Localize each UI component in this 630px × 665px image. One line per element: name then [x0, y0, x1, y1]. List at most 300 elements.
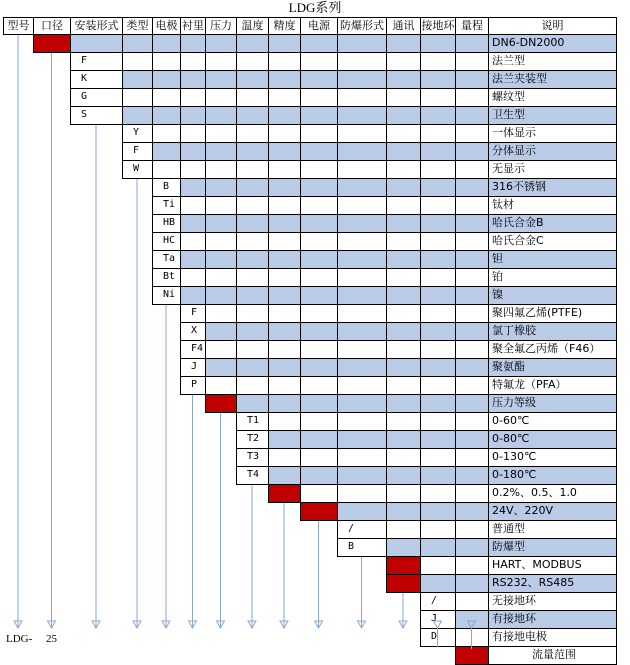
grid-cell: [236, 142, 269, 161]
grid-cell: [455, 520, 489, 539]
grid-cell: [337, 250, 387, 269]
code-cell: Ti: [152, 196, 181, 215]
grid-cell: [420, 520, 456, 539]
grid-cell: [205, 142, 237, 161]
grid-cell: [236, 196, 269, 215]
grid-cell: [337, 322, 387, 341]
grid-cell: [300, 34, 338, 53]
grid-cell: [420, 106, 456, 125]
grid-cell: [300, 232, 338, 251]
grid-cell: [420, 358, 456, 377]
grid-cell: [420, 340, 456, 359]
column-header: 说明: [488, 17, 617, 35]
arrow-head-icon: [358, 621, 366, 628]
column-header: 衬里: [180, 17, 206, 35]
column-header: 量程: [455, 17, 489, 35]
grid-cell: [236, 70, 269, 89]
grid-cell: [455, 340, 489, 359]
description-cell: 0.2%、0.5、1.0: [488, 484, 617, 503]
grid-cell: [455, 430, 489, 449]
grid-cell: [386, 358, 421, 377]
grid-cell: [455, 106, 489, 125]
description-cell: 聚全氟乙丙烯（F46）: [488, 340, 617, 359]
grid-cell: [300, 250, 338, 269]
grid-cell: [236, 52, 269, 71]
grid-cell: [236, 88, 269, 107]
grid-cell: [386, 430, 421, 449]
code-cell: F: [70, 52, 123, 71]
grid-cell: [180, 286, 206, 305]
grid-cell: [420, 502, 456, 521]
grid-cell: [300, 394, 338, 413]
grid-cell: [300, 88, 338, 107]
grid-cell: [268, 232, 301, 251]
grid-cell: [386, 286, 421, 305]
grid-cell: [205, 160, 237, 179]
arrow-head-icon: [315, 621, 323, 628]
description-cell: 聚四氟乙烯(PTFE): [488, 304, 617, 323]
grid-cell: [420, 52, 456, 71]
code-cell: K: [70, 70, 123, 89]
grid-cell: [180, 106, 206, 125]
column-header: 口径: [33, 17, 71, 35]
column-header: 接地环: [420, 17, 456, 35]
grid-cell: [268, 340, 301, 359]
grid-cell: [122, 52, 153, 71]
grid-cell: [152, 142, 181, 161]
code-cell: [386, 574, 421, 593]
grid-cell: [300, 430, 338, 449]
grid-cell: [152, 34, 181, 53]
grid-cell: [455, 214, 489, 233]
description-cell: 卫生型: [488, 106, 617, 125]
grid-cell: [300, 52, 338, 71]
grid-cell: [205, 286, 237, 305]
arrow-head-icon: [162, 621, 170, 628]
grid-cell: [205, 340, 237, 359]
description-cell: 哈氏合金C: [488, 232, 617, 251]
grid-cell: [337, 178, 387, 197]
grid-cell: [180, 214, 206, 233]
grid-cell: [337, 214, 387, 233]
grid-cell: [337, 502, 387, 521]
grid-cell: [420, 484, 456, 503]
grid-cell: [122, 70, 153, 89]
description-cell: 一体显示: [488, 124, 617, 143]
grid-cell: [386, 34, 421, 53]
grid-cell: [455, 88, 489, 107]
grid-cell: [420, 286, 456, 305]
grid-cell: [152, 88, 181, 107]
grid-cell: [386, 70, 421, 89]
grid-cell: [268, 142, 301, 161]
grid-cell: [455, 466, 489, 485]
page-title: LDG系列: [288, 0, 342, 15]
grid-cell: [455, 70, 489, 89]
grid-cell: [180, 250, 206, 269]
grid-cell: [268, 394, 301, 413]
grid-cell: [300, 340, 338, 359]
code-cell: B: [152, 178, 181, 197]
grid-cell: [420, 556, 456, 575]
grid-cell: [300, 214, 338, 233]
grid-cell: [420, 178, 456, 197]
grid-cell: [455, 448, 489, 467]
grid-cell: [455, 610, 489, 629]
grid-cell: [300, 286, 338, 305]
grid-cell: [236, 160, 269, 179]
code-cell: G: [70, 88, 123, 107]
grid-cell: [300, 466, 338, 485]
grid-cell: [268, 430, 301, 449]
grid-cell: [300, 178, 338, 197]
description-cell: 法兰夹装型: [488, 70, 617, 89]
code-cell: W: [122, 160, 153, 179]
grid-cell: [386, 520, 421, 539]
grid-cell: [300, 268, 338, 287]
grid-cell: [236, 250, 269, 269]
description-cell: 316不锈钢: [488, 178, 617, 197]
grid-cell: [420, 232, 456, 251]
grid-cell: [268, 250, 301, 269]
grid-cell: [300, 106, 338, 125]
grid-cell: [386, 340, 421, 359]
code-cell: B: [337, 538, 387, 557]
grid-cell: [455, 574, 489, 593]
grid-cell: [386, 52, 421, 71]
grid-cell: [420, 430, 456, 449]
grid-cell: [386, 412, 421, 431]
grid-cell: [236, 286, 269, 305]
grid-cell: [386, 160, 421, 179]
grid-cell: [455, 124, 489, 143]
column-header: 通讯: [386, 17, 421, 35]
code-cell: Ta: [152, 250, 181, 269]
grid-cell: [386, 142, 421, 161]
description-cell: 普通型: [488, 520, 617, 539]
grid-cell: [337, 448, 387, 467]
grid-cell: [420, 322, 456, 341]
grid-cell: [122, 34, 153, 53]
grid-cell: [180, 160, 206, 179]
grid-cell: [386, 178, 421, 197]
description-cell: 氯丁橡胶: [488, 322, 617, 341]
description-cell: 压力等级: [488, 394, 617, 413]
grid-cell: [386, 376, 421, 395]
grid-cell: [268, 178, 301, 197]
arrow-head-icon: [92, 621, 100, 628]
grid-cell: [386, 538, 421, 557]
grid-cell: [337, 34, 387, 53]
grid-cell: [455, 232, 489, 251]
arrow-head-icon: [280, 621, 288, 628]
description-cell: DN6-DN2000: [488, 34, 617, 53]
column-header: 类型: [122, 17, 153, 35]
grid-cell: [386, 268, 421, 287]
code-cell: HC: [152, 232, 181, 251]
description-cell: 分体显示: [488, 142, 617, 161]
code-cell: Ni: [152, 286, 181, 305]
description-cell: 哈氏合金B: [488, 214, 617, 233]
grid-cell: [236, 268, 269, 287]
grid-cell: [337, 142, 387, 161]
arrow-head-icon: [189, 621, 197, 628]
grid-cell: [268, 70, 301, 89]
grid-cell: [268, 412, 301, 431]
grid-cell: [236, 358, 269, 377]
grid-cell: [386, 250, 421, 269]
grid-cell: [300, 376, 338, 395]
grid-cell: [337, 70, 387, 89]
grid-cell: [420, 160, 456, 179]
grid-cell: [455, 556, 489, 575]
grid-cell: [455, 250, 489, 269]
grid-cell: [236, 340, 269, 359]
code-cell: F: [180, 304, 206, 323]
grid-cell: [420, 34, 456, 53]
grid-cell: [205, 232, 237, 251]
description-cell: 无接地环: [488, 592, 617, 611]
grid-cell: [152, 124, 181, 143]
grid-cell: [268, 268, 301, 287]
code-cell: T2: [236, 430, 269, 449]
grid-cell: [455, 592, 489, 611]
grid-cell: [337, 358, 387, 377]
model-prefix-label: LDG-: [6, 633, 33, 645]
grid-cell: [300, 70, 338, 89]
description-cell: 镍: [488, 286, 617, 305]
grid-cell: [455, 196, 489, 215]
grid-cell: [300, 304, 338, 323]
grid-cell: [268, 52, 301, 71]
code-cell: [268, 484, 301, 503]
grid-cell: [386, 466, 421, 485]
grid-cell: [180, 178, 206, 197]
description-cell: RS232、RS485: [488, 574, 617, 593]
arrow-head-icon: [14, 621, 22, 628]
grid-cell: [337, 52, 387, 71]
grid-cell: [337, 484, 387, 503]
description-cell: 无显示: [488, 160, 617, 179]
grid-cell: [455, 628, 489, 647]
code-cell: [300, 502, 338, 521]
grid-cell: [455, 394, 489, 413]
description-cell: 螺纹型: [488, 88, 617, 107]
grid-cell: [386, 448, 421, 467]
grid-cell: [420, 88, 456, 107]
grid-cell: [420, 250, 456, 269]
grid-cell: [420, 304, 456, 323]
grid-cell: [420, 142, 456, 161]
grid-cell: [337, 268, 387, 287]
grid-cell: [205, 34, 237, 53]
code-cell: T4: [236, 466, 269, 485]
grid-cell: [205, 250, 237, 269]
grid-cell: [236, 106, 269, 125]
grid-cell: [455, 178, 489, 197]
grid-cell: [300, 448, 338, 467]
code-cell: F4: [180, 340, 206, 359]
grid-cell: [180, 70, 206, 89]
grid-cell: [386, 232, 421, 251]
arrow-head-icon: [399, 621, 407, 628]
grid-cell: [337, 430, 387, 449]
grid-cell: [205, 322, 237, 341]
grid-cell: [455, 538, 489, 557]
grid-cell: [268, 448, 301, 467]
grid-cell: [420, 376, 456, 395]
grid-cell: [455, 502, 489, 521]
grid-cell: [205, 304, 237, 323]
column-header: 电极: [152, 17, 181, 35]
arrow-head-icon: [48, 621, 56, 628]
grid-cell: [205, 196, 237, 215]
code-cell: Bt: [152, 268, 181, 287]
grid-cell: [268, 160, 301, 179]
grid-cell: [420, 574, 456, 593]
grid-cell: [420, 268, 456, 287]
grid-cell: [152, 52, 181, 71]
grid-cell: [386, 124, 421, 143]
grid-cell: [236, 394, 269, 413]
grid-cell: [386, 214, 421, 233]
arrow-head-icon: [133, 621, 141, 628]
description-cell: 防爆型: [488, 538, 617, 557]
grid-cell: [300, 322, 338, 341]
grid-cell: [455, 142, 489, 161]
description-cell: 特氟龙（PFA）: [488, 376, 617, 395]
grid-cell: [455, 376, 489, 395]
grid-cell: [152, 106, 181, 125]
grid-cell: [300, 142, 338, 161]
grid-cell: [268, 322, 301, 341]
grid-cell: [236, 232, 269, 251]
code-cell: HB: [152, 214, 181, 233]
code-cell: F: [122, 142, 153, 161]
description-cell: 流量范围: [488, 646, 617, 665]
grid-cell: [236, 178, 269, 197]
description-cell: 铂: [488, 268, 617, 287]
grid-cell: [236, 376, 269, 395]
description-cell: 聚氨酯: [488, 358, 617, 377]
grid-cell: [337, 88, 387, 107]
grid-cell: [386, 88, 421, 107]
grid-cell: [386, 484, 421, 503]
code-cell: J: [420, 610, 456, 629]
grid-cell: [337, 376, 387, 395]
description-cell: 0-60℃: [488, 412, 617, 431]
grid-cell: [180, 34, 206, 53]
grid-cell: [300, 124, 338, 143]
grid-cell: [268, 286, 301, 305]
description-cell: 0-180℃: [488, 466, 617, 485]
grid-cell: [152, 160, 181, 179]
grid-cell: [70, 34, 123, 53]
grid-cell: [337, 394, 387, 413]
grid-cell: [386, 304, 421, 323]
code-cell: T3: [236, 448, 269, 467]
code-cell: [33, 34, 71, 53]
column-header: 精度: [268, 17, 301, 35]
description-cell: 钽: [488, 250, 617, 269]
grid-cell: [180, 142, 206, 161]
code-cell: S: [70, 106, 123, 125]
grid-cell: [180, 268, 206, 287]
grid-cell: [337, 286, 387, 305]
grid-cell: [268, 106, 301, 125]
grid-cell: [205, 376, 237, 395]
grid-cell: [455, 358, 489, 377]
grid-cell: [122, 106, 153, 125]
grid-cell: [268, 124, 301, 143]
grid-cell: [337, 466, 387, 485]
bore-size-label: 25: [46, 633, 57, 645]
grid-cell: [268, 358, 301, 377]
grid-cell: [337, 304, 387, 323]
code-cell: D: [420, 628, 456, 647]
grid-cell: [420, 124, 456, 143]
grid-cell: [236, 304, 269, 323]
grid-cell: [268, 88, 301, 107]
column-header: 防爆形式: [337, 17, 387, 35]
grid-cell: [337, 232, 387, 251]
grid-cell: [420, 394, 456, 413]
grid-cell: [386, 106, 421, 125]
description-cell: 法兰型: [488, 52, 617, 71]
grid-cell: [386, 322, 421, 341]
grid-cell: [420, 466, 456, 485]
grid-cell: [152, 70, 181, 89]
grid-cell: [420, 412, 456, 431]
code-cell: Y: [122, 124, 153, 143]
grid-cell: [300, 412, 338, 431]
grid-cell: [420, 214, 456, 233]
grid-cell: [205, 178, 237, 197]
grid-cell: [122, 88, 153, 107]
grid-cell: [455, 484, 489, 503]
column-header: 温度: [236, 17, 269, 35]
grid-cell: [268, 376, 301, 395]
grid-cell: [268, 196, 301, 215]
grid-cell: [455, 268, 489, 287]
column-header: 压力: [205, 17, 237, 35]
grid-cell: [455, 322, 489, 341]
grid-cell: [236, 124, 269, 143]
column-header: 安装形式: [70, 17, 123, 35]
grid-cell: [455, 304, 489, 323]
grid-cell: [337, 196, 387, 215]
grid-cell: [268, 466, 301, 485]
grid-cell: [236, 34, 269, 53]
description-cell: 24V、220V: [488, 502, 617, 521]
grid-cell: [386, 196, 421, 215]
grid-cell: [455, 160, 489, 179]
grid-cell: [455, 286, 489, 305]
grid-cell: [337, 106, 387, 125]
grid-cell: [268, 214, 301, 233]
grid-cell: [205, 268, 237, 287]
description-cell: HART、MODBUS: [488, 556, 617, 575]
arrow-head-icon: [217, 621, 225, 628]
description-cell: 有接地电极: [488, 628, 617, 647]
grid-cell: [205, 358, 237, 377]
grid-cell: [236, 322, 269, 341]
grid-cell: [205, 70, 237, 89]
grid-cell: [337, 340, 387, 359]
description-cell: 钛材: [488, 196, 617, 215]
code-cell: P: [180, 376, 206, 395]
code-cell: X: [180, 322, 206, 341]
